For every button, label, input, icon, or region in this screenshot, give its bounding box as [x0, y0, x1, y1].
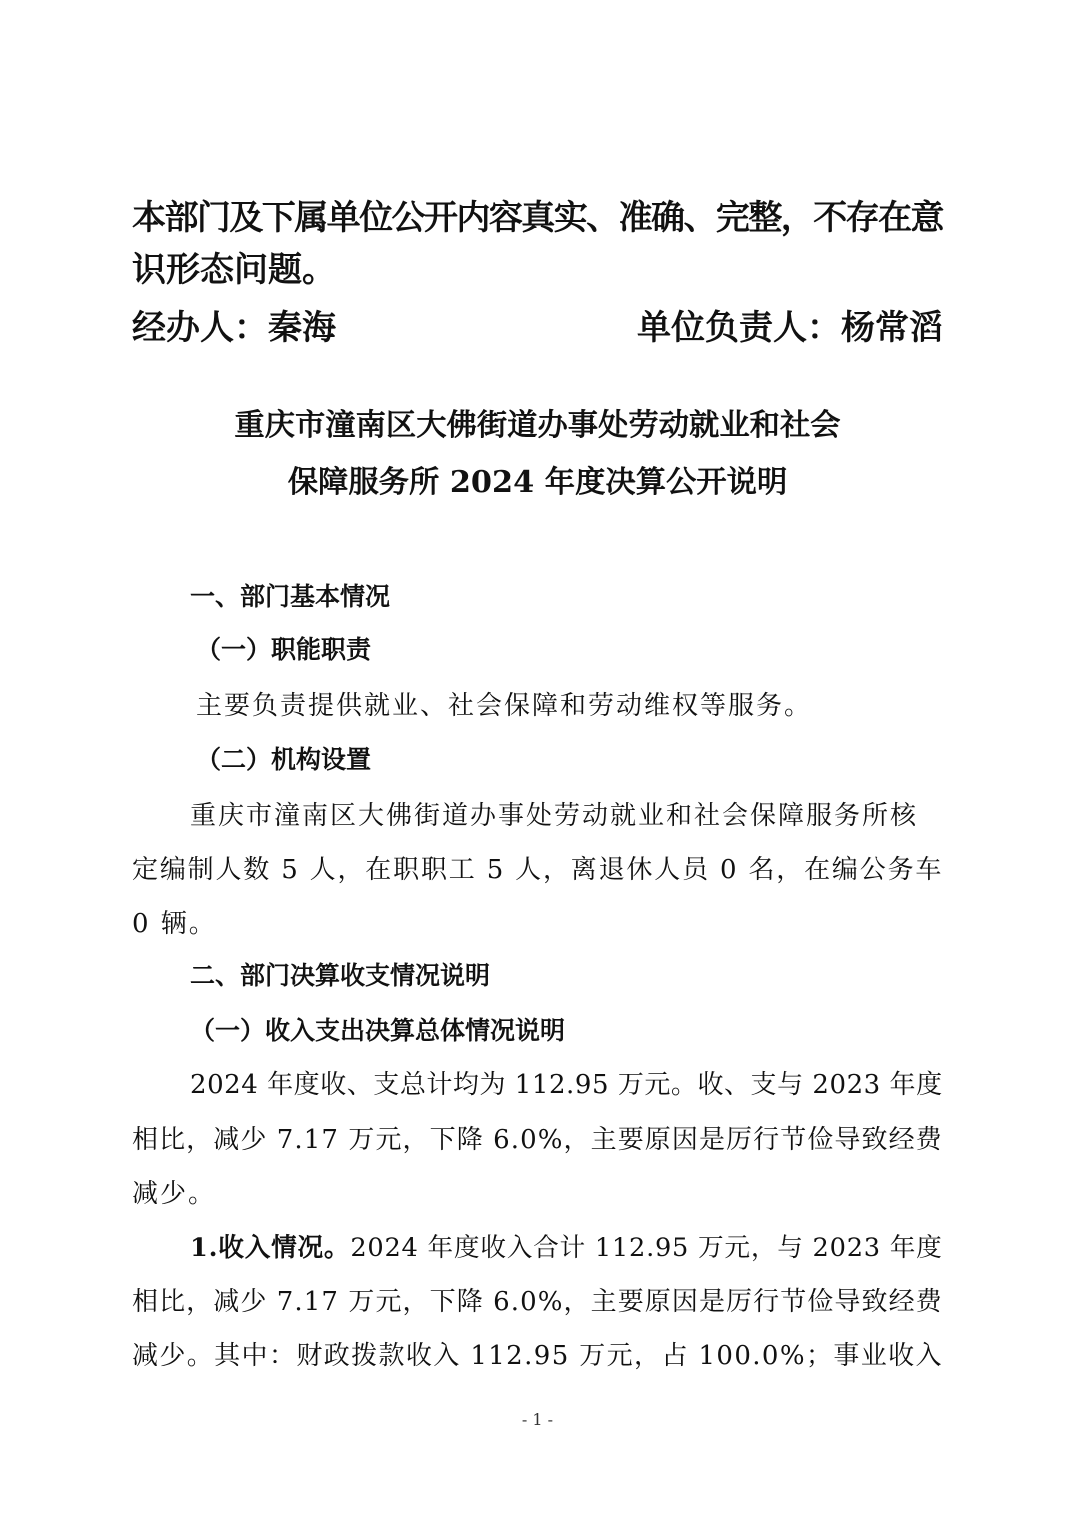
organization-line-3: 0 辆。: [132, 909, 217, 939]
responsible-person-signature: 单位负责人：杨常滔: [637, 308, 943, 348]
income-line-3: 减少。其中：财政拨款收入 112.95 万元，占 100.0%；事业收入: [132, 1341, 943, 1371]
section-1-heading: 一、部门基本情况: [190, 582, 391, 611]
section-2-heading: 二、部门决算收支情况说明: [190, 961, 491, 990]
income-label: 1.收入情况。: [190, 1233, 351, 1263]
duties-text: 主要负责提供就业、社会保障和劳动维权等服务。: [196, 691, 813, 721]
declaration-line-1: 本部门及下属单位公开内容真实、准确、完整，不存在意: [132, 198, 943, 238]
document-title-line-2: 保障服务所 2024 年度决算公开说明: [287, 465, 788, 500]
section-2-1-heading: （一）收入支出决算总体情况说明: [190, 1016, 566, 1045]
organization-line-1: 重庆市潼南区大佛街道办事处劳动就业和社会保障服务所核: [190, 801, 919, 831]
income-paragraph-line-1: [190, 1227, 943, 1264]
section-1-2-heading: （二）机构设置: [196, 745, 372, 774]
overview-line-1: 2024 年度收、支总计均为 112.95 万元。收、支与 2023 年度: [190, 1070, 943, 1100]
handler-signature: 经办人：秦海: [132, 308, 336, 348]
document-title-line-1: 重庆市潼南区大佛街道办事处劳动就业和社会: [234, 408, 841, 443]
organization-line-2: 定编制人数 5 人，在职职工 5 人，离退休人员 0 名，在编公务车: [132, 855, 944, 885]
section-1-1-heading: （一）职能职责: [196, 635, 372, 664]
page-number: - 1 -: [521, 1410, 554, 1429]
income-line-2: 相比，减少 7.17 万元，下降 6.0%，主要原因是厉行节俭导致经费: [132, 1287, 943, 1317]
income-line-1-text: 2024 年度收入合计 112.95 万元，与 2023 年度: [350, 1233, 943, 1263]
declaration-line-2: 识形态问题。: [132, 250, 336, 290]
overview-line-3: 减少。: [132, 1179, 217, 1209]
overview-line-2: 相比，减少 7.17 万元，下降 6.0%，主要原因是厉行节俭导致经费: [132, 1125, 943, 1155]
